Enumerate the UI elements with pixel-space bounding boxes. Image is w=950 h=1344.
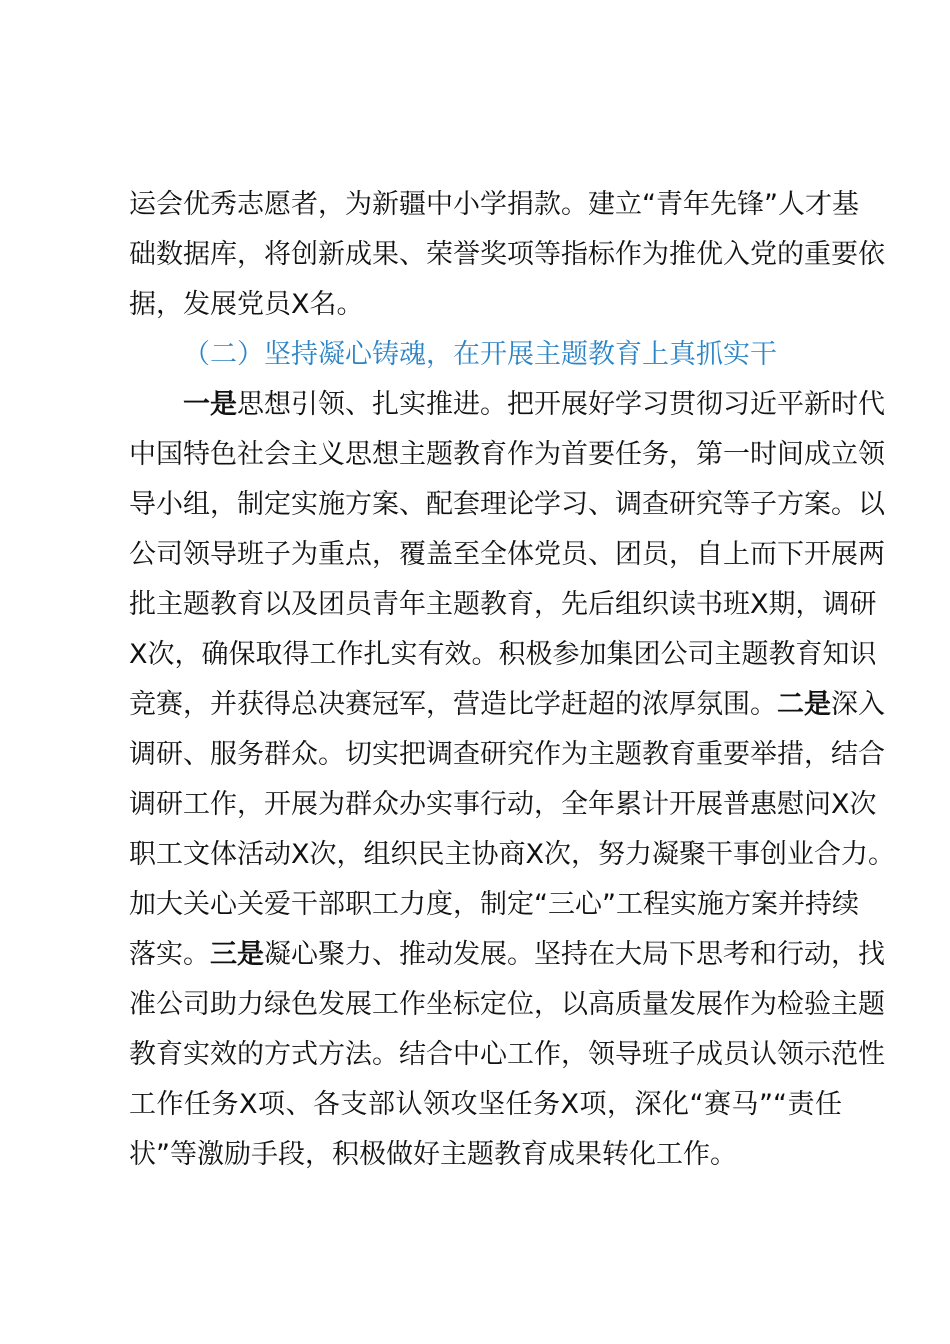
lead-marker: 一是 — [183, 389, 237, 420]
text-line: 准公司助力绿色发展工作坐标定位，以高质量发展作为检验主题 — [129, 989, 885, 1020]
text-line: 批主题教育以及团员青年主题教育，先后组织读书班X期，调研 — [129, 589, 877, 620]
lead-marker: 三是 — [210, 939, 264, 970]
text-line: 工作任务X项、各支部认领攻坚任务X项，深化“赛马”“责任 — [129, 1089, 842, 1120]
text-line: 础数据库，将创新成果、荣誉奖项等指标作为推优入党的重要依 — [129, 239, 885, 270]
text-line — [129, 930, 885, 980]
text-line: 运会优秀志愿者，为新疆中小学捐款。建立“青年先锋”人才基 — [129, 189, 859, 220]
text-line: 加大关心关爱干部职工力度，制定“三心”工程实施方案并持续 — [129, 889, 859, 920]
text-line — [129, 680, 885, 730]
lead-marker: 二是 — [777, 689, 831, 720]
text-line: 状”等激励手段，积极做好主题教育成果转化工作。 — [129, 1139, 737, 1170]
text-span: 凝心聚力、推动发展。坚持在大局下思考和行动，找 — [264, 939, 885, 970]
text-line: 调研工作，开展为群众办实事行动，全年累计开展普惠慰问X次 — [129, 789, 877, 820]
text-line: 据，发展党员X名。 — [129, 289, 364, 320]
text-line: X次，确保取得工作扎实有效。积极参加集团公司主题教育知识 — [129, 639, 877, 670]
text-line: 公司领导班子为重点，覆盖至全体党员、团员，自上而下开展两 — [129, 539, 885, 570]
text-line: 导小组，制定实施方案、配套理论学习、调查研究等子方案。以 — [129, 489, 885, 520]
text-span: 深入 — [831, 689, 885, 720]
text-span: 思想引领、扎实推进。把开展好学习贯彻习近平新时代 — [237, 389, 885, 420]
text-span: 落实。 — [129, 939, 210, 970]
text-line: 职工文体活动X次，组织民主协商X次，努力凝聚干事创业合力。 — [129, 839, 895, 870]
text-line: 教育实效的方式方法。结合中心工作，领导班子成员认领示范性 — [129, 1039, 885, 1070]
text-line: 中国特色社会主义思想主题教育作为首要任务，第一时间成立领 — [129, 439, 885, 470]
text-line: 调研、服务群众。切实把调查研究作为主题教育重要举措，结合 — [129, 739, 885, 770]
section-heading: （二）坚持凝心铸魂，在开展主题教育上真抓实干 — [183, 339, 777, 370]
text-span: 竞赛，并获得总决赛冠军，营造比学赶超的浓厚氛围。 — [129, 689, 777, 720]
text-line — [183, 380, 885, 430]
